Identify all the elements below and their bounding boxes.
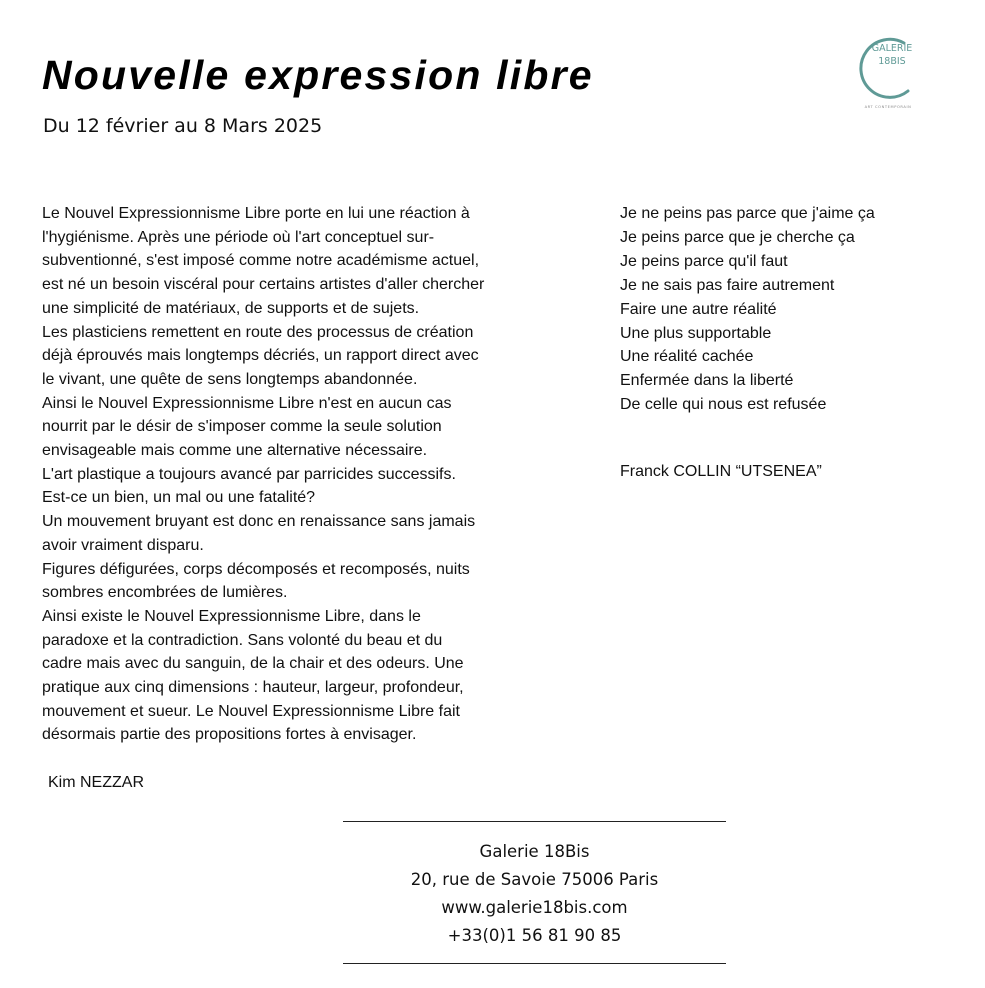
footer-divider-bottom — [343, 963, 726, 964]
poem-line: Enfermée dans la liberté — [620, 372, 794, 390]
manifesto-line: avoir vraiment disparu. — [42, 536, 204, 554]
poem-text — [620, 202, 875, 417]
gallery-contact — [343, 838, 726, 950]
manifesto-line: paradoxe et la contradiction. Sans volonté du beau et du — [42, 631, 443, 649]
manifesto-line: pratique aux cinq dimensions : hauteur, largeur, profondeur, — [42, 679, 464, 697]
manifesto-line: subventionné, s'est imposé comme notre académisme actuel, — [42, 252, 480, 270]
manifesto-line: cadre mais avec du sanguin, de la chair et des odeurs. Une — [42, 655, 464, 673]
poem-line: Je ne sais pas faire autrement — [620, 276, 835, 294]
manifesto-line: désormais partie des propositions fortes à envisager. — [42, 726, 417, 744]
manifesto-line: envisageable mais comme une alternative nécessaire. — [42, 442, 428, 460]
logo-line2: 18BIS — [878, 56, 906, 67]
footer-divider-top — [343, 821, 726, 822]
poem-line: Je peins parce que je cherche ça — [620, 228, 855, 246]
manifesto-line: est né un besoin viscéral pour certains artistes d'aller chercher — [42, 276, 485, 294]
exhibition-dates: Du 12 février au 8 Mars 2025 — [43, 115, 323, 137]
manifesto-line: Un mouvement bruyant est donc en renaissance sans jamais — [42, 513, 476, 531]
poem-line: Je peins parce qu'il faut — [620, 252, 788, 270]
poem-line: Une plus supportable — [620, 324, 772, 342]
manifesto-author: Kim NEZZAR — [48, 774, 144, 791]
manifesto-line: Figures défigurées, corps décomposés et recomposés, nuits — [42, 560, 470, 578]
manifesto-line: mouvement et sueur. Le Nouvel Expressionnisme Libre fait — [42, 702, 460, 720]
manifesto-line: Ainsi existe le Nouvel Expressionnisme Libre, dans le — [42, 607, 421, 625]
manifesto-line: Ainsi le Nouvel Expressionnisme Libre n'est en aucun cas — [42, 394, 452, 412]
poem-line: Faire une autre réalité — [620, 300, 777, 318]
gallery-phone[interactable]: +33(0)1 56 81 90 85 — [447, 926, 622, 945]
manifesto-line: Est-ce un bien, un mal ou une fatalité? — [42, 489, 316, 507]
manifesto-line: Les plasticiens remettent en route des processus de création — [42, 323, 474, 341]
poem-line: Une réalité cachée — [620, 348, 754, 366]
gallery-website-link[interactable]: www.galerie18bis.com — [441, 898, 628, 917]
manifesto-line: l'hygiénisme. Après une période où l'art conceptuel sur- — [42, 228, 435, 246]
manifesto-line: L'art plastique a toujours avancé par parricides successifs. — [42, 465, 456, 483]
manifesto-text — [42, 202, 542, 747]
logo-line1: GALERIE — [871, 43, 913, 54]
gallery-address: 20, rue de Savoie 75006 Paris — [410, 870, 659, 889]
manifesto-line: une simplicité de matériaux, de supports et de sujets. — [42, 299, 420, 317]
poem-line: De celle qui nous est refusée — [620, 396, 827, 414]
manifesto-line: Le Nouvel Expressionnisme Libre porte en lui une réaction à — [42, 205, 470, 222]
manifesto-line: nourrit par le désir de s'imposer comme la seule solution — [42, 418, 442, 436]
gallery-logo — [852, 33, 924, 111]
page-title: Nouvelle expression libre — [42, 52, 594, 98]
manifesto-line: déjà éprouvés mais longtemps décriés, un rapport direct avec — [42, 347, 479, 365]
logo-subtitle: ART CONTEMPORAIN — [864, 105, 912, 109]
manifesto-line: le vivant, une quête de sens longtemps abandonnée. — [42, 370, 418, 388]
poem-line: Je ne peins pas parce que j'aime ça — [620, 205, 875, 222]
manifesto-line: sombres encombrées de lumières. — [42, 584, 288, 602]
poem-author: Franck COLLIN “UTSENEA” — [620, 463, 822, 480]
gallery-name: Galerie 18Bis — [479, 842, 590, 861]
